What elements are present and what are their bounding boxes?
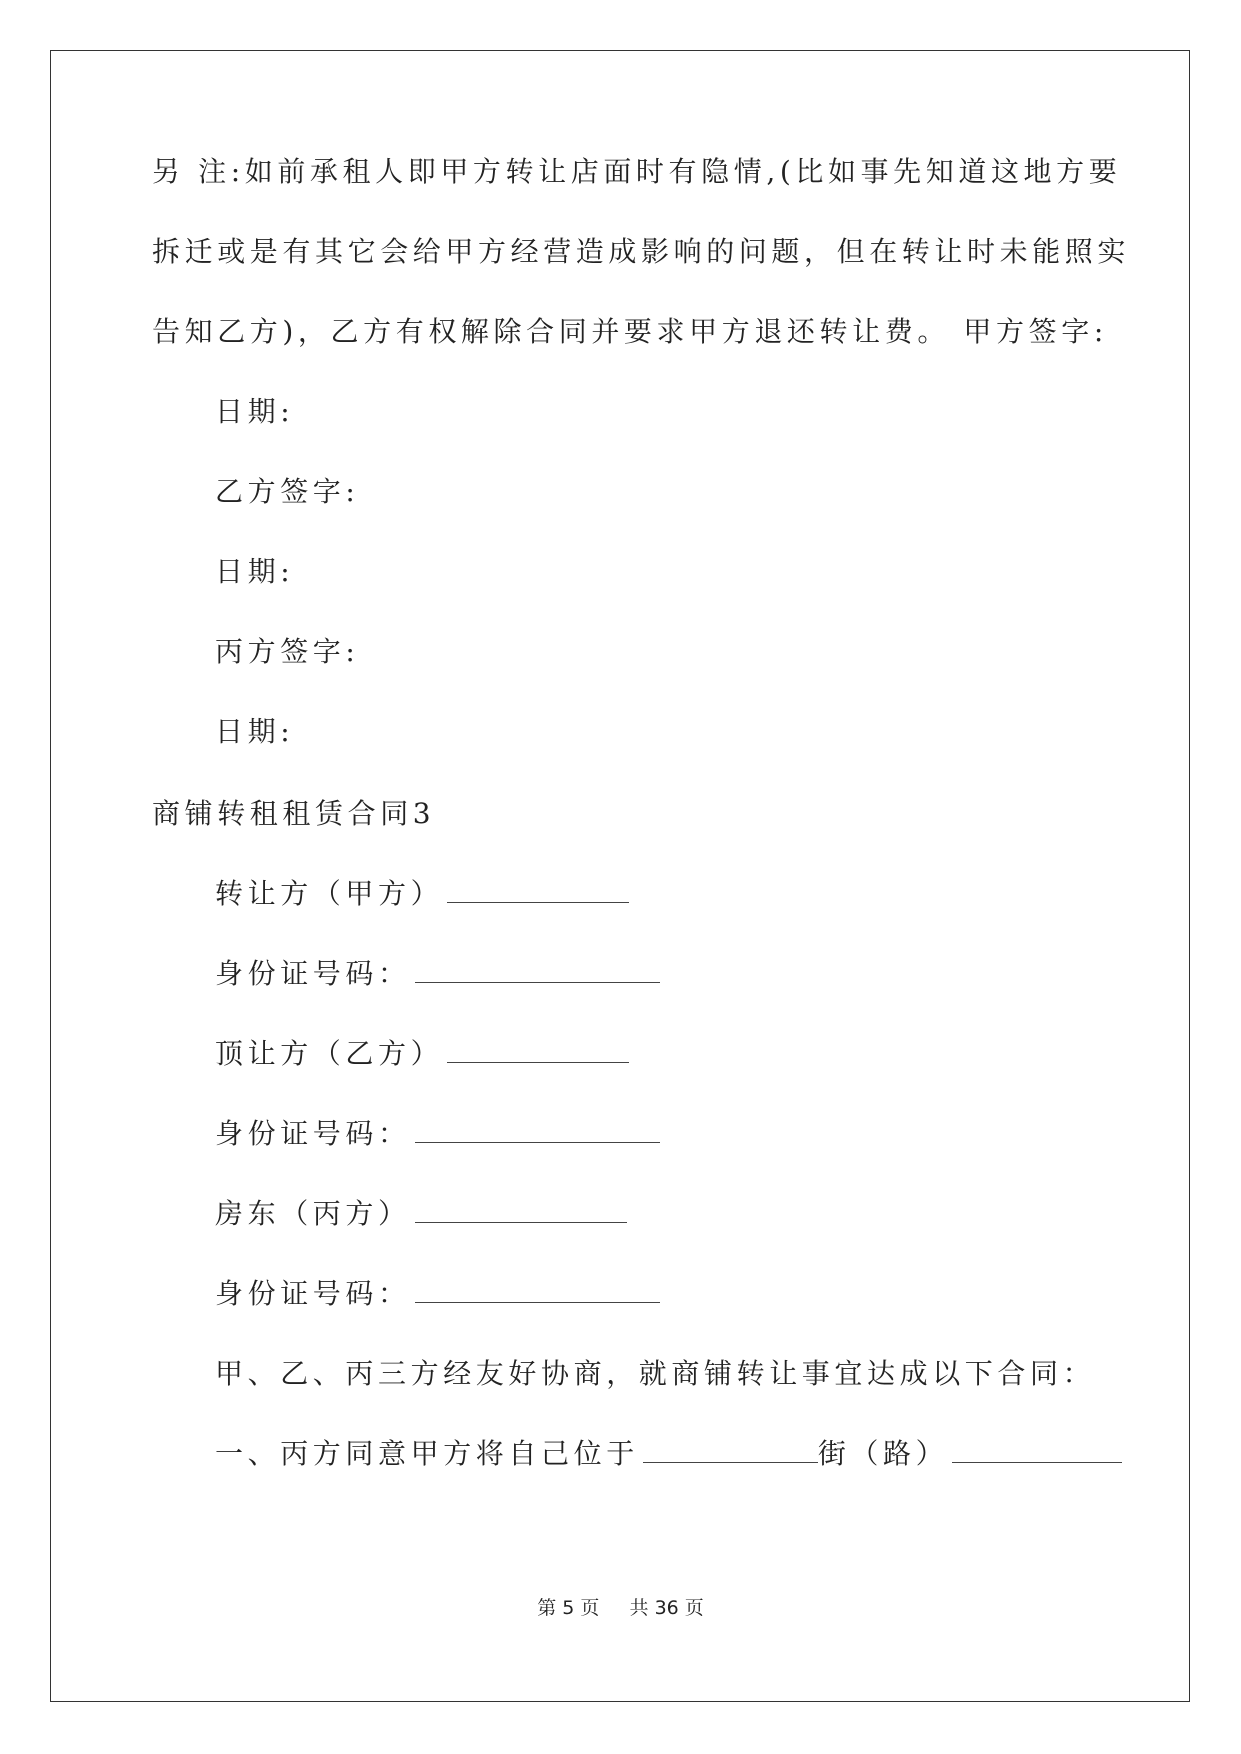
field-label: 顶让方（乙方） [215,1037,444,1070]
field-label: 身份证号码： [215,957,411,990]
note-line-1: 另 注:如前承租人即甲方转让店面时有隐情,(比如事先知道这地方要 [152,155,1122,188]
date-line-3: 日期: [215,715,295,748]
field-label: 身份证号码： [215,1117,411,1150]
page-label: 第 [537,1597,557,1619]
clause-1-prefix: 一、丙方同意甲方将自己位于 [215,1437,639,1470]
blank-line [952,1440,1122,1463]
field-landlord [215,1197,627,1231]
blank-line [447,1040,629,1063]
party-c-signature: 丙方签字: [215,635,360,668]
clause-1 [215,1437,1122,1471]
blank-line [415,1120,660,1143]
total-number: 36 [654,1597,679,1619]
date-line-1: 日期: [215,395,295,428]
blank-line [447,880,629,903]
intro-paragraph: 甲、乙、丙三方经友好协商，就商铺转让事宜达成以下合同： [215,1357,1096,1390]
note-line-2: 拆迁或是有其它会给甲方经营造成影响的问题，但在转让时未能照实 [152,235,1131,268]
blank-line [643,1440,818,1463]
field-label: 身份证号码： [215,1277,411,1310]
field-transferee [215,1037,629,1071]
field-id-number [215,957,660,991]
party-b-signature: 乙方签字: [215,475,360,508]
date-line-2: 日期: [215,555,295,588]
total-unit: 页 [684,1597,704,1619]
field-transferor [215,877,629,911]
blank-line [415,960,660,983]
page-unit: 页 [580,1597,600,1619]
note-line-3: 告知乙方)，乙方有权解除合同并要求甲方退还转让费。 甲方签字: [152,315,1108,348]
section-title: 商铺转租租赁合同3 [152,797,436,830]
clause-1-middle: 街（路） [817,1437,949,1470]
field-label: 房东（丙方） [215,1197,411,1230]
page-number: 5 [562,1597,575,1619]
page-footer [0,1596,1241,1620]
field-id-number [215,1277,660,1311]
blank-line [415,1200,627,1223]
blank-line [415,1280,660,1303]
field-label: 转让方（甲方） [215,877,444,910]
total-label: 共 [629,1597,649,1619]
field-id-number [215,1117,660,1151]
